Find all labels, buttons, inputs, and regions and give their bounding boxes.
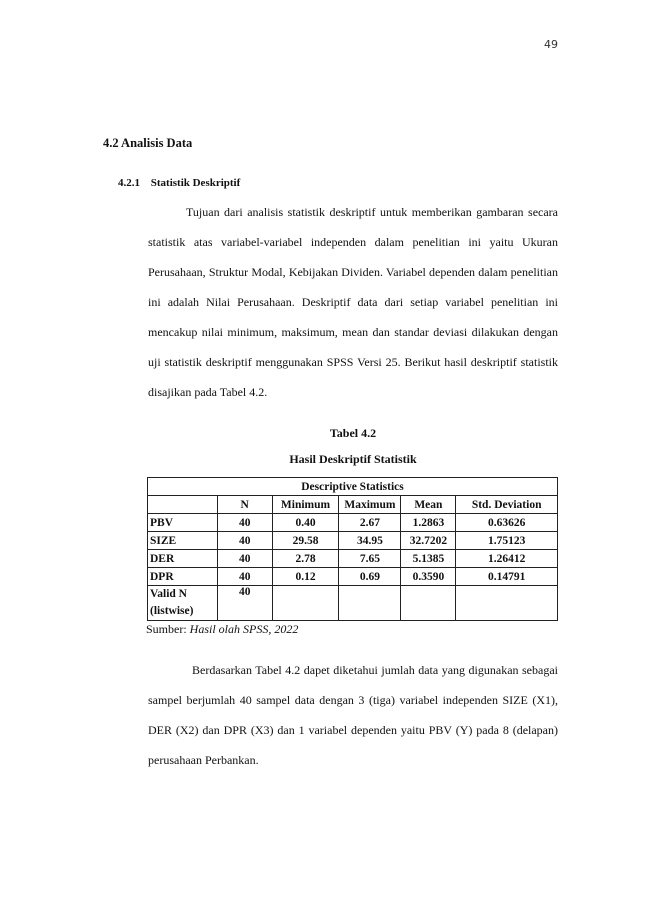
- table-cell: 34.95: [339, 532, 401, 550]
- table-cell: 0.40: [272, 514, 339, 532]
- table-cell: 2.67: [339, 514, 401, 532]
- table-cell: 7.65: [339, 550, 401, 568]
- listwise-label: (listwise): [150, 605, 194, 617]
- col-header: Mean: [401, 496, 456, 514]
- table-title: Hasil Deskriptif Statistik: [289, 452, 417, 466]
- table-number: Tabel 4.2: [329, 426, 377, 440]
- col-header: [148, 496, 218, 514]
- table-cell: 5.1385: [401, 550, 456, 568]
- table-cell: 1.26412: [456, 550, 558, 568]
- col-header: Maximum: [339, 496, 401, 514]
- table-row-valid-n: [148, 586, 558, 621]
- source-text: Hasil olah SPSS, 2022: [189, 622, 299, 636]
- table-cell: 40: [217, 568, 272, 586]
- table-cell: [401, 586, 456, 621]
- descriptive-statistics-table: [147, 477, 558, 621]
- table-cell: 40: [217, 514, 272, 532]
- table-cell: 2.78: [272, 550, 339, 568]
- col-header: Minimum: [272, 496, 339, 514]
- row-label: [148, 586, 218, 621]
- row-label: SIZE: [148, 532, 218, 550]
- table-cell: [339, 586, 401, 621]
- table-row: [148, 550, 558, 568]
- table-cell: [456, 586, 558, 621]
- table-cell: 0.3590: [401, 568, 456, 586]
- col-header: N: [217, 496, 272, 514]
- table-cell: 0.69: [339, 568, 401, 586]
- page-number: 49: [544, 38, 558, 51]
- table-row: [148, 568, 558, 586]
- table-cell: 29.58: [272, 532, 339, 550]
- table-cell: 40: [217, 586, 272, 621]
- table-cell: 32.7202: [401, 532, 456, 550]
- table-cell: 1.75123: [456, 532, 558, 550]
- row-label: DPR: [148, 568, 218, 586]
- table-row: [148, 514, 558, 532]
- subsection-title: Statistik Deskriptif: [150, 177, 241, 189]
- valid-n-label: Valid N: [150, 588, 187, 600]
- section-heading: 4.2 Analisis Data: [103, 136, 193, 150]
- table-cell: 0.63626: [456, 514, 558, 532]
- table-row: [148, 532, 558, 550]
- subsection-number: 4.2.1: [118, 177, 140, 189]
- table-header-row: [148, 496, 558, 514]
- table-cell: 1.2863: [401, 514, 456, 532]
- table-cell: 0.12: [272, 568, 339, 586]
- paragraph-conclusion: Berdasarkan Tabel 4.2 dapet diketahui jumlah data yang digunakan sebagai sampel berjumlah 40 sampel data dengan 3 (tiga) variabel independen SIZE (X1), DER (X2) dan DPR (X3) dan 1 variabel dependen yaitu PBV (Y) pada 8 (delapan) perusahaan Perbankan.: [148, 663, 558, 767]
- paragraph-intro: Tujuan dari analisis statistik deskriptif untuk memberikan gambaran secara statistik atas variabel-variabel independen dalam penelitian ini yaitu Ukuran Perusahaan, Struktur Modal, Kebijakan Dividen. Variabel dependen dalam penelitian ini adalah Nilai Perusahaan. Deskriptif data dari setiap variabel penelitian ini mencakup nilai minimum, maksimum, mean dan standar deviasi dilakukan dengan uji statistik deskriptif menggunakan SPSS Versi 25. Berikut hasil deskriptif statistik disajikan pada Tabel 4.2.: [148, 205, 558, 399]
- col-header: Std. Deviation: [456, 496, 558, 514]
- table-cell: 0.14791: [456, 568, 558, 586]
- subsection-heading: [118, 177, 240, 189]
- table-cell: [272, 586, 339, 621]
- table-source: [146, 622, 298, 637]
- row-label: DER: [148, 550, 218, 568]
- table-cell: 40: [217, 550, 272, 568]
- source-prefix: Sumber:: [146, 622, 187, 636]
- table-cell: 40: [217, 532, 272, 550]
- table-caption: Descriptive Statistics: [148, 478, 558, 496]
- row-label: PBV: [148, 514, 218, 532]
